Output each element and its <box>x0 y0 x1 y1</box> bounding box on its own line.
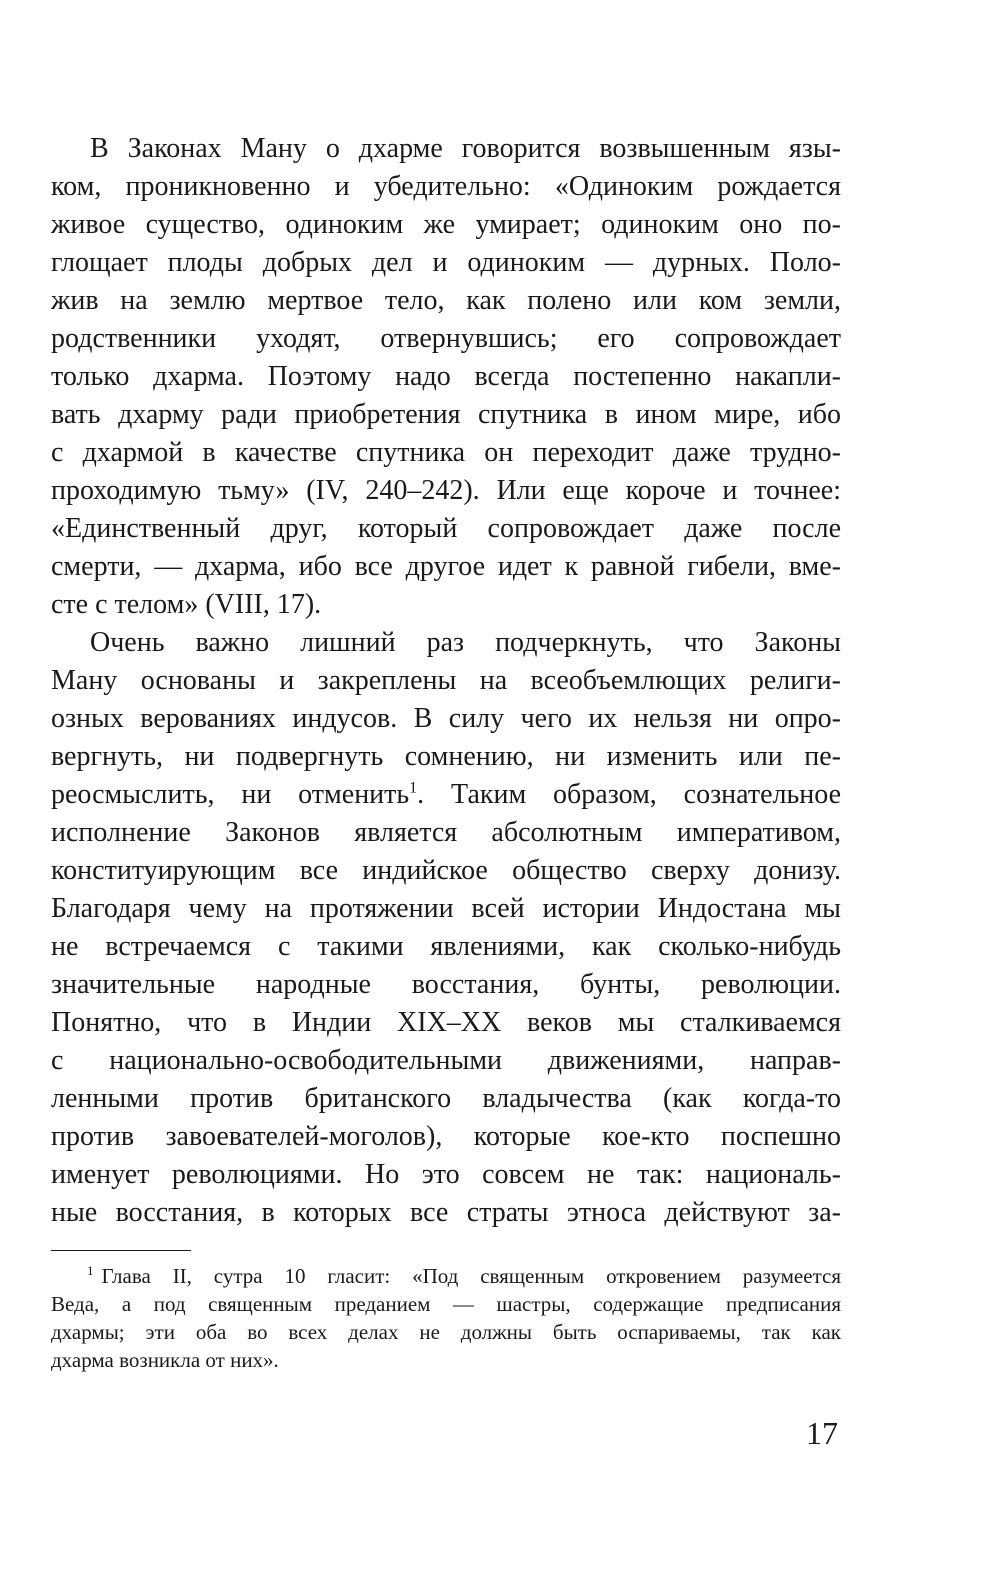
paragraph-2-line: Ману основаны и закреплены на всеобъемлющих религи- <box>51 665 841 696</box>
paragraph-2-line: значительные народные восстания, бунты, революции. <box>51 969 841 1000</box>
paragraph-1-line: В Законах Ману о дхарме говорится возвышенным язы- <box>90 133 841 164</box>
paragraph-1-line: живое существо, одиноким же умирает; одиноким оно по- <box>51 209 841 240</box>
footnote-line-text: Глава II, сутра 10 гласит: «Под священным откровением разумеется <box>101 1264 841 1288</box>
paragraph-2-line: озных верованиях индусов. В силу чего их нельзя ни опро- <box>51 703 841 734</box>
paragraph-2-line: против завоевателей-моголов), которые кое-кто поспешно <box>51 1121 841 1152</box>
paragraph-2-line-with-footnote <box>51 776 841 814</box>
footnote-divider <box>51 1250 191 1251</box>
paragraph-2-line: с национально-освободительными движениями, направ- <box>51 1045 841 1076</box>
paragraph-2-line: ные восстания, в которых все страты этноса действуют за- <box>51 1197 841 1228</box>
paragraph-1-line: ком, проникновенно и убедительно: «Одиноким рождается <box>51 171 841 202</box>
paragraph-2-line: Благодаря чему на протяжении всей истории Индостана мы <box>51 893 841 924</box>
paragraph-1-line: сте с телом» (VIII, 17). <box>51 589 322 620</box>
paragraph-1-line: «Единственный друг, который сопровождает даже после <box>51 513 841 544</box>
paragraph-2-line: не встречаемся с такими явлениями, как сколько-нибудь <box>51 931 841 962</box>
paragraph-1-line: жив на землю мертвое тело, как полено или ком земли, <box>51 285 841 316</box>
footnote-mark: 1 <box>87 1263 94 1278</box>
line-text-after-footnote: . Таким образом, сознательное <box>417 779 842 810</box>
paragraph-1-line: глощает плоды добрых дел и одиноким — дурных. Поло- <box>51 247 841 278</box>
paragraph-2-line: ленными против британского владычества (как когда-то <box>51 1083 841 1114</box>
footnote-line <box>51 1262 841 1290</box>
paragraph-2-line: конституирующим все индийское общество сверху донизу. <box>51 855 841 886</box>
main-text <box>51 130 841 1232</box>
paragraph-2-line: исполнение Законов является абсолютным императивом, <box>51 817 841 848</box>
paragraph-2-line: Очень важно лишний раз подчеркнуть, что Законы <box>90 627 841 658</box>
paragraph-1-line: родственники уходят, отвернувшись; его сопровождает <box>51 323 841 354</box>
footnote-reference[interactable]: 1 <box>409 779 418 797</box>
paragraph-1-line: смерти, — дхарма, ибо все другое идет к равной гибели, вме- <box>51 551 841 582</box>
paragraph-1-line: только дхарма. Поэтому надо всегда постепенно накапли- <box>51 361 841 392</box>
line-text-before-footnote: реосмыслить, ни отменить <box>51 779 410 810</box>
footnote-line: Веда, а под священным преданием — шастры, содержащие предписания <box>51 1292 841 1316</box>
paragraph-1-line: проходимую тьму» (IV, 240–242). Или еще короче и точнее: <box>51 475 841 506</box>
page-number: 17 <box>806 1415 838 1451</box>
paragraph-2-line: вергнуть, ни подвергнуть сомнению, ни изменить или пе- <box>51 741 841 772</box>
footnote-section <box>51 1262 841 1374</box>
paragraph-2-line: именует революциями. Но это совсем не так: националь- <box>51 1159 841 1190</box>
paragraph-2-line: Понятно, что в Индии XIX–XX веков мы сталкиваемся <box>51 1007 841 1038</box>
footnote-line: дхармы; эти оба во всех делах не должны быть оспариваемы, так как <box>51 1320 841 1344</box>
footnote-line: дхарма возникла от них». <box>51 1348 279 1372</box>
paragraph-1-line: вать дхарму ради приобретения спутника в ином мире, ибо <box>51 399 841 430</box>
paragraph-1-line: с дхармой в качестве спутника он переходит даже трудно- <box>51 437 841 468</box>
